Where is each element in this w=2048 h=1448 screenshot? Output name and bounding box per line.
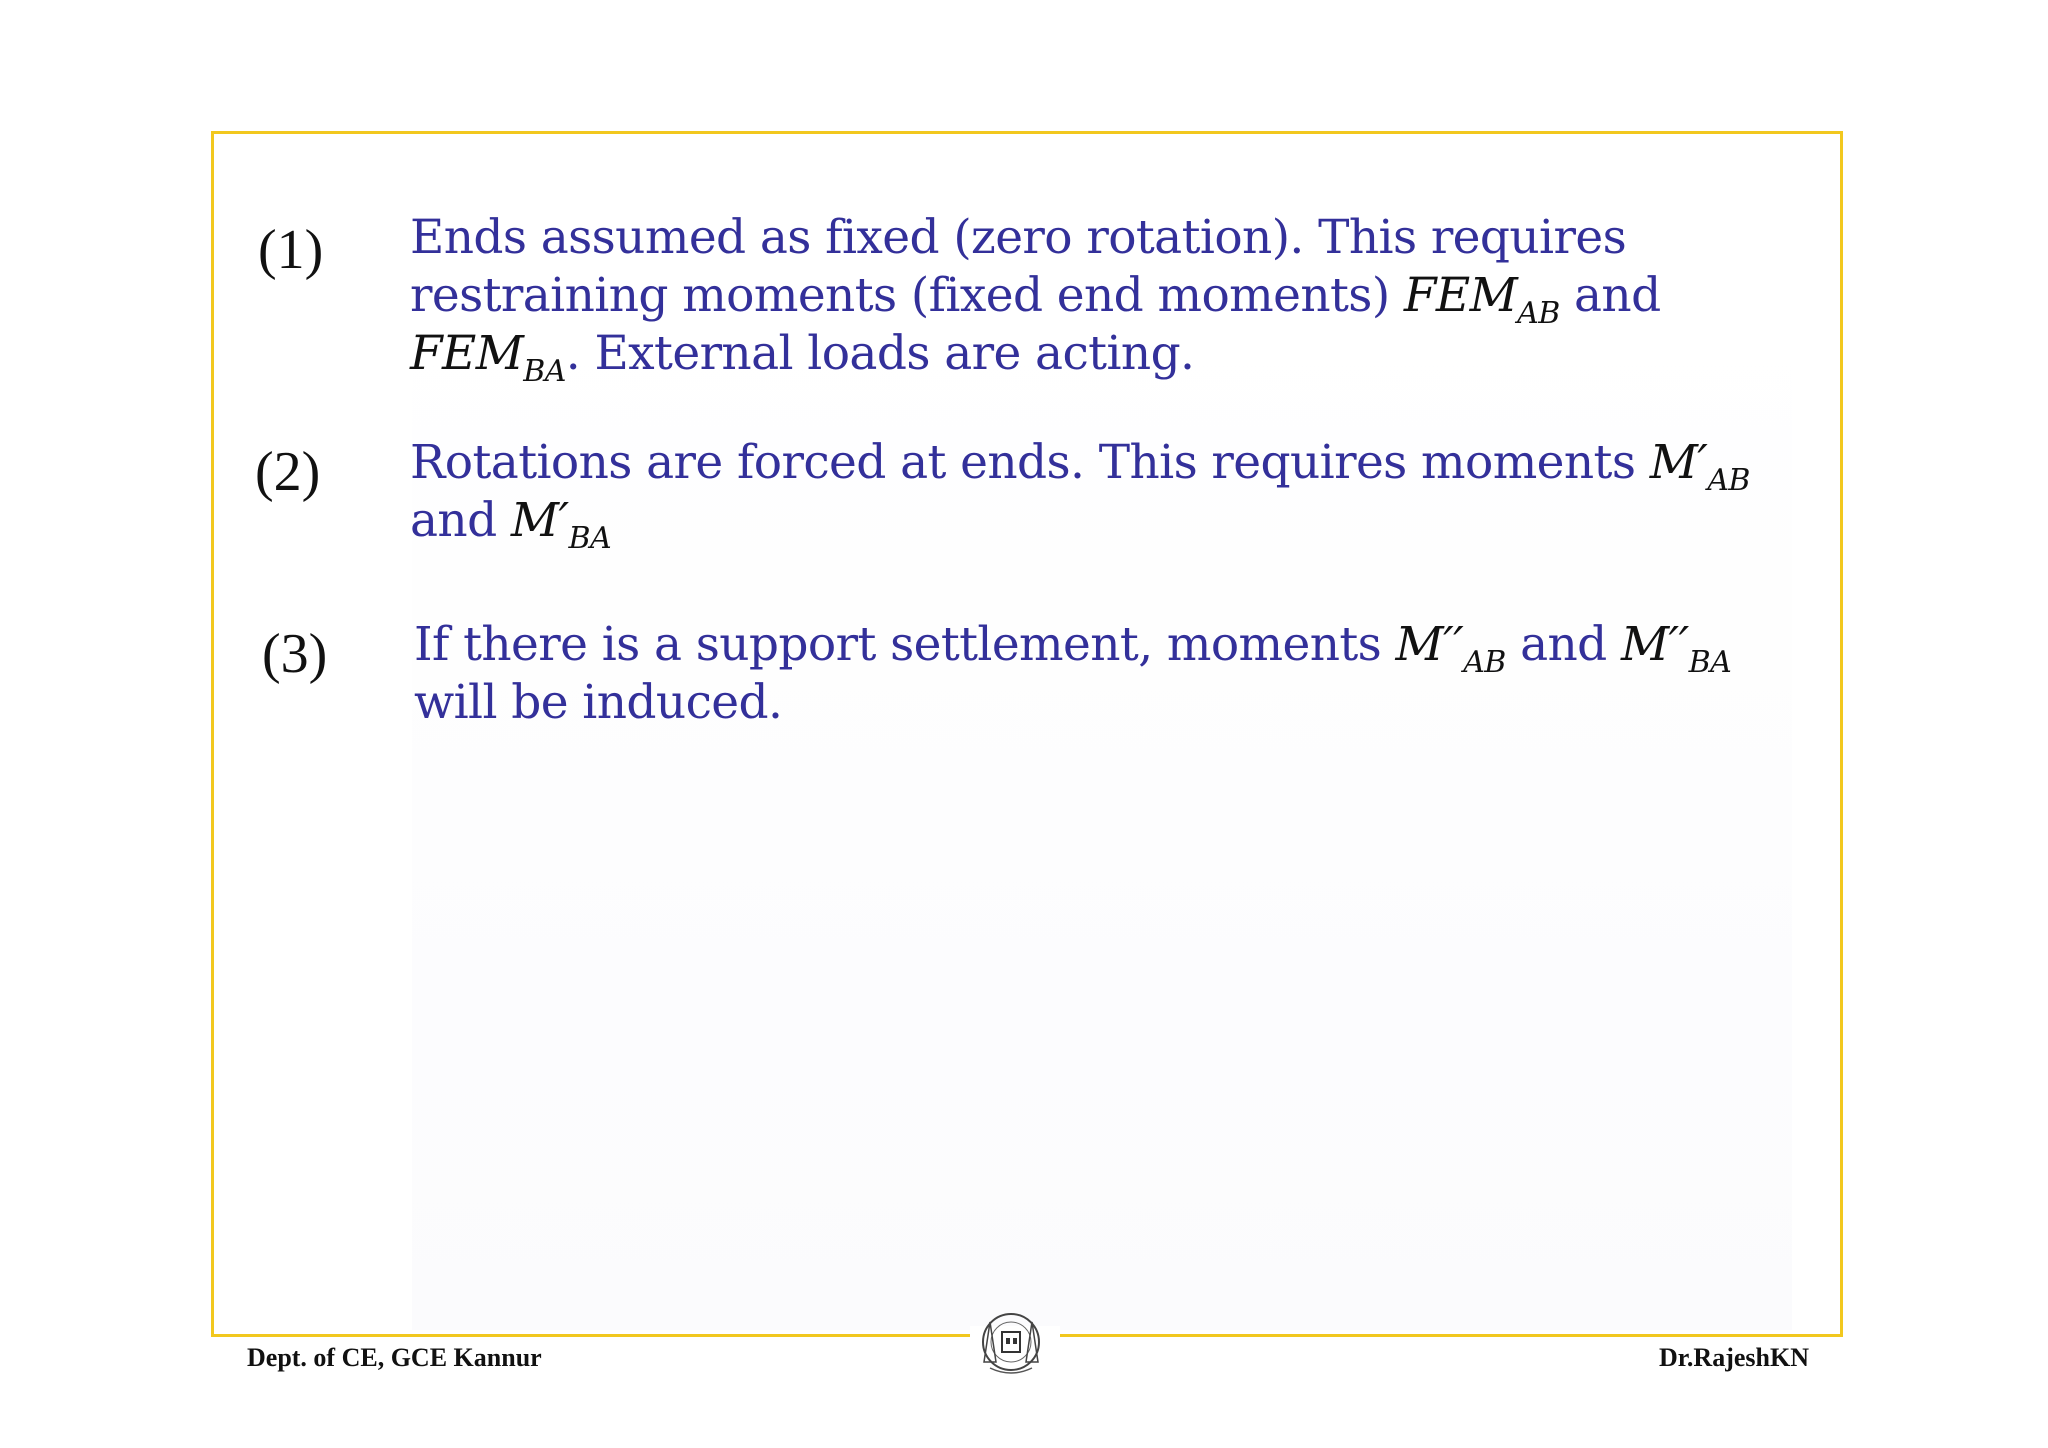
item-number-3: (3) — [262, 623, 328, 685]
item-3-math-m-double-prime-ba: M′′ — [1621, 617, 1689, 672]
footer-department: Dept. of CE, GCE Kannur — [247, 1343, 542, 1372]
item-2-sub-ba: BA — [568, 521, 612, 556]
item-1-math-fem-ba: FEM — [410, 326, 524, 381]
item-2-text-and: and — [410, 493, 511, 548]
item-text-3 — [414, 616, 1794, 732]
item-number-1: (1) — [258, 219, 324, 281]
item-text-2 — [410, 434, 1790, 556]
item-3-text-b: will be induced. — [414, 675, 783, 730]
item-2-math-m-prime-ba: M′ — [510, 493, 569, 548]
item-3-text-and: and — [1505, 617, 1621, 672]
item-1-text-b: . External loads are acting. — [565, 326, 1195, 381]
item-1-math-fem-ab: FEM — [1403, 268, 1518, 323]
item-2-sub-ab: AB — [1707, 463, 1750, 498]
item-1-sub-ba: BA — [523, 354, 566, 389]
college-seal-icon — [976, 1302, 1046, 1384]
item-2-math-m-prime-ab: M′ — [1649, 435, 1708, 490]
footer-author: Dr.RajeshKN — [1659, 1343, 1809, 1372]
item-3-sub-ba: BA — [1688, 645, 1732, 680]
item-1-sub-ab: AB — [1517, 296, 1560, 331]
item-3-sub-ab: AB — [1463, 645, 1506, 680]
item-number-2: (2) — [255, 441, 321, 503]
item-3-text-a: If there is a support settlement, moments — [414, 617, 1396, 672]
item-3-math-m-double-prime-ab: M′′ — [1395, 617, 1464, 672]
item-1-text-and: and — [1559, 268, 1661, 323]
item-2-text-a: Rotations are forced at ends. This requires moments — [410, 435, 1650, 490]
item-1-text-a: Ends assumed as fixed (zero rotation). This requires restraining moments (fixed end moments) — [410, 210, 1627, 323]
item-text-1 — [410, 209, 1790, 389]
